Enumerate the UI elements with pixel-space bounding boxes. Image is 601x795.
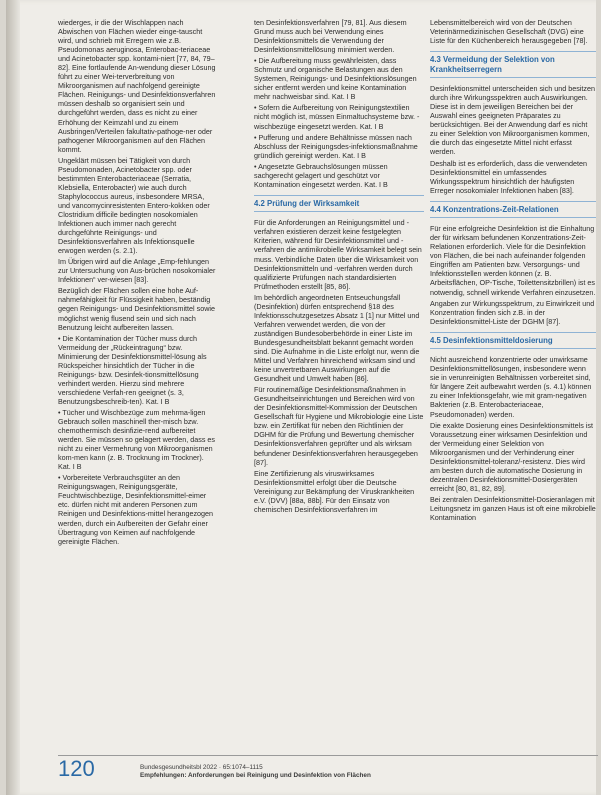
section-heading: 4.2 Prüfung der Wirksamkeit xyxy=(254,195,424,213)
page-number: 120 xyxy=(58,756,95,781)
paragraph: Die exakte Dosierung eines Desinfektionsmittels ist Voraussetzung einer wirksamen Desinfektion und der Vermeidung einer Selektion von Mikroorganismen und der Verhinderung einer Desinfektionsmittel-toleranz/-resistenz. Dies wird am besten durch die automatische Dosierung in dezentralen Desinfektionsmittel-Dosiergeräten erreicht [80, 81, 82, 89]. xyxy=(430,420,593,493)
section-heading: 4.3 Vermeidung der Selektion von Krankheitserregern xyxy=(430,51,596,78)
section-heading: 4.4 Konzentrations-Zeit-Relationen xyxy=(430,201,596,219)
section-heading: 4.5 Desinfektionsmitteldosierung xyxy=(430,332,596,350)
page-footer xyxy=(88,764,508,780)
paragraph: Ungeklärt müssen bei Tätigkeit von durch Pseudomonaden, Acinetobacter spp. oder bestimmten Enterobacteriaceae (Serratia, Klebsiella, Enterobacter) wie auch durch Staphylococcus aureus, insbesondere MRSA, und vancomycinresistenten Entero-kokken oder Clostridium difficile bedingten nosokomialen Infektionen auch immer nach gerecht durchgeführte Reinigungs- und Desinfektionsverfahren als Infektionsquelle erwogen werden (s. 2.1). xyxy=(58,155,210,256)
paragraph: Im Übrigen wird auf die Anlage „Emp-fehlungen zur Untersuchung von Aus-brüchen nosokomialer Infektionen“ ver-wiesen [83]. xyxy=(58,257,216,285)
paragraph: Deshalb ist es erforderlich, dass die verwendeten Desinfektionsmittel ein umfassendes Wirkungsspektrum hinsichtlich der häufigsten Erreger nosokomialer Infektionen haben [83]. xyxy=(430,158,588,195)
page-gutter xyxy=(6,0,20,795)
paragraph: • Die Kontamination der Tücher muss durch Vermeidung der „Rückeintragung“ bzw. Minimierung der Desinfektionsmittel-lösung als Rückspeicher hinsichtlich der Tücher in die Reinigungs- bzw. Desinfek-tionsmittellösung verhindert werden. Hierzu sind mehrere verschiedene Verfah-ren geeignet (s. 3, Benutzungsbeschreib-ten). Kat. I B xyxy=(58,333,207,406)
paragraph: Bezüglich der Flächen sollen eine hohe Auf-nahmefähigkeit für Flüssigkeit haben, beständig gegen Reinigungs- und Desinfektionsmittel sowie möglichst wenig flusend sein und sich nach Benutzung leicht aufbereiten lassen. xyxy=(58,286,216,332)
text-column-3 xyxy=(430,18,596,524)
paragraph: • Sofern die Aufbereitung von Reinigungstextilien nicht möglich ist, müssen Einmaltuchsysteme bzw. -wischbezüge eingesetzt werden. Kat. I B xyxy=(254,103,420,131)
document-page xyxy=(6,0,596,795)
paragraph: Desinfektionsmittel unterscheiden sich und besitzen durch ihre Wirkungsspektren auch Auswirkungen. Diese ist in dem jeweiligen Bereichen bei der Auswahl eines geeigneten Präparates zu berücksichtigen. Bei der Anwendung darf es nicht zu einer Selektion von Mikroorganismen kommen, die durch das eingesetzte Mittel nicht erfasst werden. xyxy=(430,84,596,157)
paragraph: Für routinemäßige Desinfektionsmaßnahmen in Gesundheitseinrichtungen und Bereichen wird von der Desinfektionsmittel-Kommission der Deutschen Gesellschaft für Hygiene und Mikrobiologie eine Liste bzw. ein Zertifikat für neben den Richtlinien der DGHM für die Prüfung und Bewertung chemischer Desinfektionsverfahren geprüfter und als wirksam befundener Desinfektionsverfahren herausgegeben [87]. xyxy=(254,385,424,467)
paragraph: • Die Aufbereitung muss gewährleisten, dass Schmutz und organische Belastungen aus den Systemen, Reinigungs- und Desinfektionslösungen sicher entfernt werden und keine Kontamination mehr nachweisbar sind. Kat. I B xyxy=(254,56,417,102)
paragraph: Bei zentralen Desinfektionsmittel-Dosieranlagen mit Leitungsnetz im ganzen Haus ist oft eine mikrobielle Kontamination xyxy=(430,494,596,523)
paragraph: wiederges, ir die der Wischlappen nach Abwischen von Flächen wieder einge-tauscht wird, und schrieb mit Erregern wie z.B. Pseudomonas aeruginosa, Enterobac-teriaceae und Acinetobacter spp. kontami-niert [77, 84, 79–82]. Eine fortlaufende An-wendung dieser Lösung führt zu einer Wei-terverbreitung von Mikroorganismen auf nachfolgend gereinigte Flächen. Reinigungs- und Desinfektionsverfahren müssen deshalb so organisiert sein und durchgeführt werden, dass es nicht zu einer Erhöhung der Keimzahl und zu einem Ausbringen/Verteilen fakultativ-pathoge-ner oder pathogener Mikroorganismen auf den Flächen kommt. xyxy=(58,18,216,154)
footer-rule xyxy=(58,755,598,756)
paragraph: • Angesetzte Gebrauchslösungen müssen sachgerecht gelagert und geschützt vor Kontamination eingesetzt werden. Kat. I B xyxy=(254,161,388,189)
text-column-1 xyxy=(58,18,216,548)
paragraph: ten Desinfektionsverfahren [79, 81]. Aus diesem Grund muss auch bei Verwendung eines Desinfektionsmittels die Verwendung der Desinfektionsmittellösung minimiert werden. xyxy=(254,18,407,55)
paragraph: Im behördlich angeordneten Entseuchungsfall (Desinfektion) dürfen entsprechend §18 des Infektionsschutzgesetzes Absatz 1 [1] nur Mittel und Verfahren verwendet werden, die von der zuständigen Bundesoberbehörde in einer Liste im Bundesgesundheitsblatt bekannt gemacht worden sind. Die Aufnahme in die Liste erfolgt nur, wenn die Mittel und Verfahren hinreichend wirksam sind und keine unvertretbaren Auswirkungen auf die Gesundheit und Umwelt haben [86]. xyxy=(254,292,420,384)
footer-title: Empfehlungen: Anforderungen bei Reinigung und Desinfektion von Flächen xyxy=(140,772,371,779)
paragraph: • Tücher und Wischbezüge zum mehrma-ligen Gebrauch sollen maschinell ther-misch bzw. chemothermisch desinfizie-rend aufbereitet werden. Sie müssen so gelagert werden, dass es nicht zu einer Vermehrung von Mikroorganismen kom-men kann (z. B. Trocknung im Trockner). Kat. I B xyxy=(58,407,216,472)
paragraph: Eine Zertifizierung als viruswirksames Desinfektionsmittel erfolgt über die Deutsche Vereinigung zur Bekämpfung der Viruskrankheiten e.V. (DVV) [88a, 88b]. Für den Einsatz von chemischen Desinfektionsverfahren im xyxy=(254,468,415,514)
paragraph: Für die Anforderungen an Reinigungsmittel und -verfahren existieren derzeit keine festgelegten Kriterien, während für Desinfektionsmittel und -verfahren die antimikrobielle Wirksamkeit belegt sein muss. Verbindliche Daten über die Wirksamkeit von Desinfektionsmitteln und -verfahren werden durch qualifizierte Prüfungen nach standardisierten Prüfmethoden erstellt [85, 86]. xyxy=(254,218,422,291)
text-column-2 xyxy=(254,18,424,516)
paragraph: • Pufferung und andere Behältnisse müssen nach Abschluss der Reinigungsdes-infektionsmaßnahme gründlich gereinigt werden. Kat. I B xyxy=(254,132,418,160)
paragraph: Lebensmittelbereich wird von der Deutschen Veterinärmedizinischen Gesellschaft (DVG) eine Liste für den Küchenbereich herausgegeben [78]. xyxy=(430,18,588,46)
paragraph: Für eine erfolgreiche Desinfektion ist die Einhaltung der für wirksam befundenen Konzentrations-Zeit-Relationen erforderlich. Viele für die Desinfektion von Flächen, die bei nach aufeinander folgenden Eingriffen am Patienten bzw. Versorgungs- und Infektionsstellen werden können (z. B. Arbeitsflächen, OP-Tische, Toilettensitzbrillen) ist es notwendig, schnell wirkende Verfahren einzusetzen. xyxy=(430,224,596,297)
footer-citation: Bundesgesundheitsbl 2022 · 65:1074–1115 xyxy=(140,764,263,771)
paragraph: Angaben zur Wirkungsspektrum, zu Einwirkzeit und Konzentration finden sich z.B. in der Desinfektionsmittel-Liste der DGHM [87]. xyxy=(430,298,595,326)
paragraph: • Vorbereitete Verbrauchsgüter an den Reinigungswagen, Reinigungsgeräte, Feuchtwischbezüge, Desinfektionsmittel-eimer etc. dürfen nicht mit anderen Personen zum Reinigen und Desinfektions-mittel herangezogen werden, durch ein Aufbereiten der Gefahr einer Übertragung von Keimen auf nachfolgende gereinigte Flächen. xyxy=(58,473,214,546)
paragraph: Nicht ausreichend konzentrierte oder unwirksame Desinfektionsmittellösungen, insbesondere wenn sie in verunreinigten Behältnissen vorbereitet sind, für längere Zeit aufbewahrt werden (s. 4.1) können zu einer Infektionsgefahr, wie mit gram-negativen Bakterien (z.B. Enterobacteriaceae, Pseudomonaden) werden. xyxy=(430,355,592,419)
